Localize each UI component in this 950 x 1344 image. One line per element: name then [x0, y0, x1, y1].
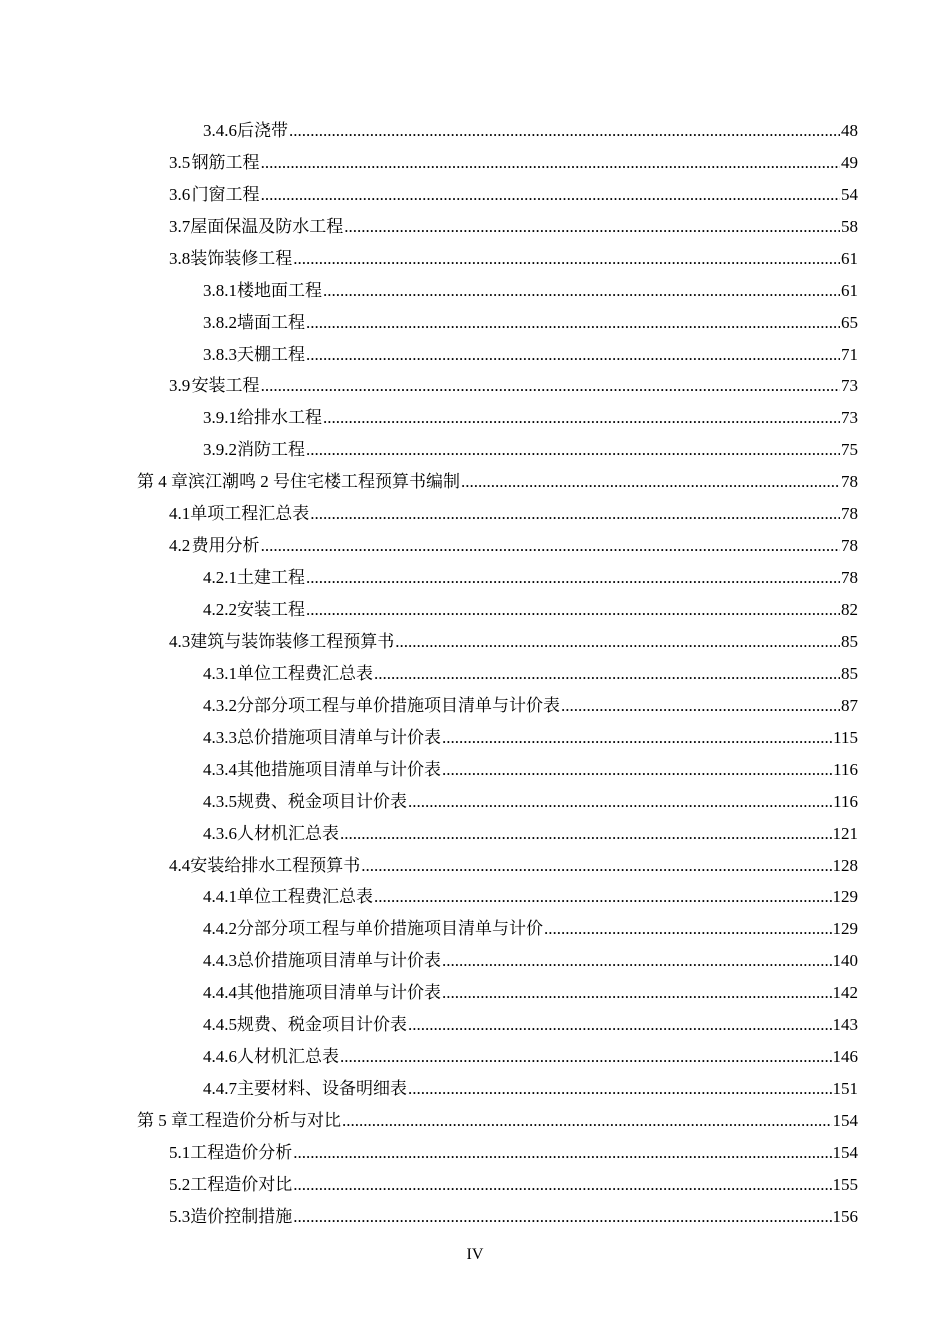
toc-entry-title: 主要材料、设备明细表 [237, 1079, 407, 1099]
toc-entry[interactable] [0, 977, 950, 1009]
toc-dot-leader [344, 217, 840, 237]
toc-dot-leader [408, 792, 832, 812]
toc-entry[interactable] [0, 402, 950, 434]
toc-entry-title: 造价控制措施 [190, 1206, 293, 1226]
toc-entry-line [169, 856, 950, 876]
toc-entry[interactable] [0, 530, 950, 562]
toc-entry[interactable] [0, 818, 950, 850]
toc-entry-page: 61 [841, 248, 858, 268]
toc-entry[interactable] [0, 594, 950, 626]
toc-entry-number: 4.3.2 [203, 695, 237, 715]
toc-entry[interactable] [0, 275, 950, 307]
toc-entry-page: 121 [832, 823, 858, 843]
toc-dot-leader [442, 951, 832, 971]
toc-entry-line [169, 376, 950, 396]
toc-entry-title: 建筑与装饰装修工程预算书 [190, 631, 395, 651]
toc-entry-number: 3.8.3 [203, 344, 237, 364]
toc-entry-number: 4.1 [169, 504, 191, 524]
toc-entry-line [169, 1175, 950, 1195]
toc-entry[interactable] [0, 115, 950, 147]
toc-entry-line [203, 121, 950, 141]
page-number-footer: IV [466, 1246, 484, 1263]
toc-dot-leader [561, 696, 840, 716]
toc-dot-leader [340, 1047, 832, 1067]
toc-entry-page: 78 [841, 504, 858, 524]
toc-dot-leader [442, 983, 832, 1003]
toc-entry-line [203, 313, 950, 333]
toc-entry[interactable] [0, 722, 950, 754]
toc-entry-title: 总价措施项目清单与计价表 [237, 951, 441, 971]
toc-entry-page: 140 [832, 951, 858, 971]
toc-entry-page: 85 [841, 663, 858, 683]
toc-entry-line [203, 281, 950, 301]
toc-entry[interactable] [0, 339, 950, 371]
toc-entry-title: 人材机汇总表 [237, 1047, 339, 1067]
toc-entry-line [169, 1207, 950, 1227]
toc-dot-leader [261, 153, 840, 173]
toc-entry-number: 第 5 章 [137, 1111, 188, 1131]
toc-entry-title: 单项工程汇总表 [190, 504, 310, 524]
toc-entry[interactable] [0, 913, 950, 945]
toc-entry-page: 156 [832, 1206, 858, 1226]
toc-entry-number: 4.3.3 [203, 727, 237, 747]
toc-entry-number: 4.4.7 [203, 1079, 237, 1099]
toc-entry-page: 151 [832, 1079, 858, 1099]
toc-entry-page: 71 [841, 344, 858, 364]
toc-dot-leader [306, 313, 840, 333]
toc-entry-line [203, 728, 950, 748]
toc-entry-line [203, 760, 950, 780]
toc-entry-title: 其他措施项目清单与计价表 [237, 983, 441, 1003]
toc-entry-title: 费用分析 [191, 536, 260, 556]
toc-entry-number: 3.9 [169, 376, 191, 396]
toc-entry-number: 3.9.2 [203, 440, 237, 460]
toc-entry-title: 天棚工程 [237, 344, 305, 364]
toc-entry-number: 3.8.2 [203, 312, 237, 332]
toc-entry-title: 安装工程 [237, 600, 305, 620]
toc-entry-page: 154 [832, 1142, 858, 1162]
toc-entry-page: 116 [833, 791, 858, 811]
toc-entry[interactable] [0, 562, 950, 594]
toc-entry-title: 安装工程 [191, 376, 260, 396]
toc-entry[interactable] [0, 945, 950, 977]
toc-entry[interactable] [0, 690, 950, 722]
toc-entry[interactable] [0, 658, 950, 690]
toc-dot-leader [306, 345, 840, 365]
toc-dot-leader [289, 121, 840, 141]
toc-entry-page: 82 [841, 600, 858, 620]
toc-dot-leader [442, 760, 832, 780]
toc-dot-leader [293, 1175, 831, 1195]
toc-entry-line [169, 153, 950, 173]
toc-entry-page: 129 [832, 887, 858, 907]
toc-entry[interactable] [0, 1169, 950, 1201]
toc-entry-page: 146 [832, 1047, 858, 1067]
toc-entry-number: 4.2.1 [203, 568, 237, 588]
toc-dot-leader [306, 600, 840, 620]
toc-entry[interactable] [0, 1201, 950, 1233]
toc-entry[interactable] [0, 179, 950, 211]
toc-entry-number: 4.4.5 [203, 1015, 237, 1035]
toc-dot-leader [544, 919, 832, 939]
toc-entry-number: 5.3 [169, 1206, 191, 1226]
toc-entry-page: 143 [832, 1015, 858, 1035]
toc-entry-line [203, 600, 950, 620]
toc-entry-page: 61 [841, 280, 858, 300]
toc-entry-page: 154 [832, 1111, 858, 1131]
toc-entry-number: 3.8 [169, 248, 191, 268]
toc-entry-title: 门窗工程 [191, 184, 260, 204]
toc-entry-title: 分部分项工程与单价措施项目清单与计价 [237, 919, 543, 939]
toc-dot-leader [342, 1111, 832, 1131]
toc-entry-line [203, 440, 950, 460]
toc-entry-line [203, 1047, 950, 1067]
toc-entry-number: 5.2 [169, 1174, 191, 1194]
toc-entry-page: 75 [841, 440, 858, 460]
toc-entry-line [169, 504, 950, 524]
toc-entry-line [203, 345, 950, 365]
toc-entry[interactable] [0, 1041, 950, 1073]
toc-entry-title: 单位工程费汇总表 [237, 887, 373, 907]
toc-entry-title: 工程造价分析 [190, 1142, 293, 1162]
toc-entry-line [169, 249, 950, 269]
toc-entry-page: 78 [841, 536, 858, 556]
toc-entry-page: 129 [832, 919, 858, 939]
toc-entry-number: 3.6 [169, 184, 191, 204]
toc-entry-number: 3.5 [169, 152, 191, 172]
toc-entry-number: 5.1 [169, 1142, 191, 1162]
toc-entry-line [169, 185, 950, 205]
toc-dot-leader [323, 281, 840, 301]
toc-entry[interactable] [0, 1073, 950, 1105]
toc-dot-leader [261, 376, 840, 396]
toc-dot-leader [310, 504, 840, 524]
toc-entry[interactable] [0, 626, 950, 658]
toc-dot-leader [361, 856, 831, 876]
toc-entry-line [203, 824, 950, 844]
toc-entry-line [169, 536, 950, 556]
toc-entry[interactable] [0, 211, 950, 243]
toc-entry-page: 58 [841, 216, 858, 236]
toc-entry-line [203, 887, 950, 907]
toc-dot-leader [261, 536, 840, 556]
toc-entry-number: 4.4.1 [203, 887, 237, 907]
toc-entry-title: 总价措施项目清单与计价表 [237, 727, 441, 747]
toc-entry-number: 4.3.1 [203, 663, 237, 683]
toc-entry[interactable] [0, 754, 950, 786]
toc-entry[interactable] [0, 434, 950, 466]
toc-entry-title: 分部分项工程与单价措施项目清单与计价表 [237, 695, 560, 715]
toc-dot-leader [340, 824, 832, 844]
toc-entry-number: 4.3 [169, 631, 191, 651]
toc-entry-title: 规费、税金项目计价表 [237, 791, 407, 811]
toc-dot-leader [306, 440, 840, 460]
toc-entry-title: 钢筋工程 [191, 152, 260, 172]
toc-entry-number: 3.4.6 [203, 120, 237, 140]
table-of-contents [0, 115, 950, 1233]
toc-entry-line [203, 1079, 950, 1099]
toc-entry-number: 第 4 章 [137, 472, 188, 492]
toc-entry-number: 3.7 [169, 216, 191, 236]
toc-dot-leader [374, 887, 832, 907]
toc-entry-page: 116 [833, 759, 858, 779]
toc-entry-number: 4.3.5 [203, 791, 237, 811]
toc-entry-line [203, 792, 950, 812]
toc-entry-page: 85 [841, 631, 858, 651]
toc-entry-title: 装饰装修工程 [190, 248, 293, 268]
toc-entry-page: 48 [841, 120, 858, 140]
toc-dot-leader [323, 408, 840, 428]
toc-entry-page: 128 [832, 855, 858, 875]
toc-entry-number: 4.2.2 [203, 600, 237, 620]
toc-dot-leader [293, 1207, 831, 1227]
toc-entry-title: 后浇带 [237, 120, 288, 140]
toc-entry[interactable] [0, 498, 950, 530]
toc-entry-line [169, 632, 950, 652]
toc-dot-leader [306, 568, 840, 588]
toc-entry-page: 65 [841, 312, 858, 332]
toc-entry[interactable] [0, 1137, 950, 1169]
toc-entry-number: 4.4.2 [203, 919, 237, 939]
toc-entry-title: 工程造价分析与对比 [188, 1111, 341, 1131]
toc-entry-title: 其他措施项目清单与计价表 [237, 759, 441, 779]
toc-entry[interactable] [0, 147, 950, 179]
toc-entry-page: 87 [841, 695, 858, 715]
toc-entry[interactable] [0, 1105, 950, 1137]
toc-entry-number: 3.8.1 [203, 280, 237, 300]
toc-entry-title: 墙面工程 [237, 312, 305, 332]
toc-entry-page: 73 [841, 408, 858, 428]
toc-dot-leader [261, 185, 840, 205]
toc-entry-line [137, 1111, 950, 1131]
toc-entry-line [137, 472, 950, 492]
toc-entry-line [169, 217, 950, 237]
toc-entry-line [203, 696, 950, 716]
toc-dot-leader [374, 664, 840, 684]
toc-dot-leader [442, 728, 832, 748]
toc-entry-page: 73 [841, 376, 858, 396]
toc-entry-title: 人材机汇总表 [237, 823, 339, 843]
toc-entry[interactable] [0, 786, 950, 818]
toc-entry-line [203, 568, 950, 588]
toc-entry-title: 工程造价对比 [190, 1174, 293, 1194]
toc-entry-number: 4.4.3 [203, 951, 237, 971]
toc-entry-title: 土建工程 [237, 568, 305, 588]
toc-entry[interactable] [0, 307, 950, 339]
toc-entry-title: 屋面保温及防水工程 [190, 216, 344, 236]
toc-entry-line [203, 919, 950, 939]
toc-entry-page: 49 [841, 152, 858, 172]
toc-entry-number: 4.4 [169, 855, 191, 875]
toc-dot-leader [461, 472, 840, 492]
toc-entry-number: 4.4.6 [203, 1047, 237, 1067]
toc-entry-line [203, 408, 950, 428]
toc-entry[interactable] [0, 882, 950, 914]
toc-entry[interactable] [0, 466, 950, 498]
toc-entry-title: 单位工程费汇总表 [237, 663, 373, 683]
toc-entry-line [203, 983, 950, 1003]
toc-entry-title: 规费、税金项目计价表 [237, 1015, 407, 1035]
toc-entry[interactable] [0, 1009, 950, 1041]
toc-entry[interactable] [0, 850, 950, 882]
toc-dot-leader [408, 1079, 832, 1099]
toc-entry-page: 155 [832, 1174, 858, 1194]
toc-entry-page: 78 [841, 568, 858, 588]
toc-entry-number: 4.4.4 [203, 983, 237, 1003]
toc-entry[interactable] [0, 371, 950, 403]
toc-entry[interactable] [0, 243, 950, 275]
toc-dot-leader [408, 1015, 832, 1035]
toc-entry-number: 4.3.4 [203, 759, 237, 779]
toc-dot-leader [395, 632, 840, 652]
toc-entry-page: 115 [833, 727, 858, 747]
toc-entry-line [203, 664, 950, 684]
toc-entry-line [203, 951, 950, 971]
toc-dot-leader [293, 249, 840, 269]
toc-entry-title: 消防工程 [237, 440, 305, 460]
toc-entry-title: 给排水工程 [237, 408, 322, 428]
toc-entry-line [203, 1015, 950, 1035]
toc-entry-title: 楼地面工程 [237, 280, 322, 300]
toc-entry-number: 3.9.1 [203, 408, 237, 428]
toc-entry-number: 4.2 [169, 536, 191, 556]
toc-entry-page: 142 [832, 983, 858, 1003]
toc-entry-title: 滨江潮鸣 2 号住宅楼工程预算书编制 [188, 472, 460, 492]
toc-entry-page: 78 [841, 472, 858, 492]
toc-dot-leader [293, 1143, 831, 1163]
toc-entry-page: 54 [841, 184, 858, 204]
toc-entry-line [169, 1143, 950, 1163]
toc-entry-number: 4.3.6 [203, 823, 237, 843]
toc-entry-title: 安装给排水工程预算书 [190, 855, 361, 875]
